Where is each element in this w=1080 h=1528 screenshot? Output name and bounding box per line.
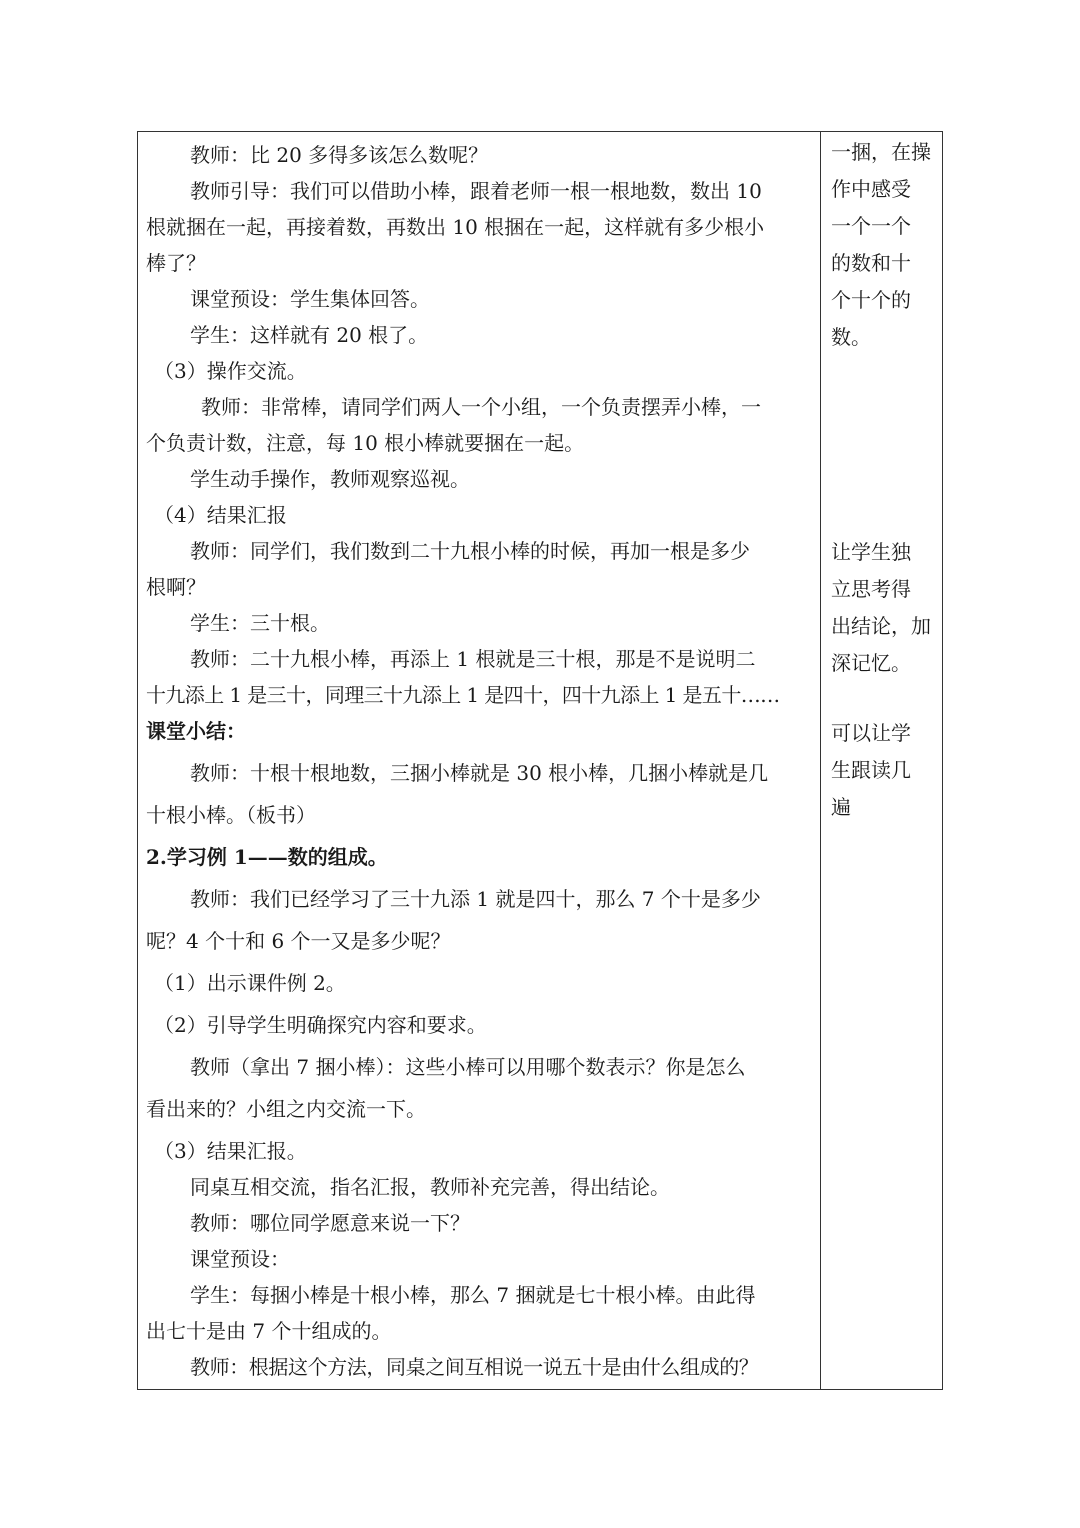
text-line: 教师引导：我们可以借助小棒，跟着老师一根一根地数，数出 10 bbox=[190, 179, 762, 203]
note-line: 遍 bbox=[831, 795, 851, 819]
summary-heading: 课堂小结： bbox=[146, 719, 246, 743]
text-line: 教师（拿出 7 捆小棒）：这些小棒可以用哪个数表示？你是怎么 bbox=[190, 1055, 746, 1079]
text-line: 教师：哪位同学愿意来说一下？ bbox=[190, 1211, 470, 1235]
side-note-operation bbox=[831, 134, 937, 356]
note-line: 生跟读几 bbox=[831, 758, 911, 782]
text-line: 根就捆在一起，再接着数，再数出 10 根捆在一起，这样就有多少根小 bbox=[146, 215, 765, 239]
note-line: 作中感受 bbox=[831, 177, 911, 201]
text-line: 学生：每捆小棒是十根小棒，那么 7 捆就是七十根小棒。由此得 bbox=[190, 1283, 756, 1307]
column-divider bbox=[820, 131, 821, 1390]
text-line: 棒了？ bbox=[146, 251, 206, 275]
note-line: 个十个的 bbox=[831, 288, 911, 312]
text-line: 十根小棒。（板书） bbox=[146, 803, 316, 827]
text-line: 出七十是由 7 个十组成的。 bbox=[146, 1319, 392, 1343]
example-heading: 2.学习例 1——数的组成。 bbox=[146, 845, 388, 869]
text-line: 同桌互相交流，指名汇报，教师补充完善，得出结论。 bbox=[190, 1175, 670, 1199]
section-heading: （4）结果汇报 bbox=[154, 503, 287, 527]
section-heading: （2）引导学生明确探究内容和要求。 bbox=[154, 1013, 487, 1037]
note-line: 一个一个 bbox=[831, 214, 911, 238]
section-heading: （3）操作交流。 bbox=[154, 359, 307, 383]
lesson-content bbox=[146, 137, 814, 1385]
text-line: 教师：我们已经学习了三十九添 1 就是四十，那么 7 个十是多少 bbox=[190, 887, 761, 911]
side-note-reading bbox=[831, 715, 937, 826]
section-heading: （3）结果汇报。 bbox=[154, 1139, 307, 1163]
note-line: 数。 bbox=[831, 325, 871, 349]
text-line: 教师：根据这个方法，同桌之间互相说一说五十是由什么组成的？ bbox=[190, 1355, 759, 1379]
note-line: 深记忆。 bbox=[831, 651, 911, 675]
note-line: 出结论，加 bbox=[831, 614, 931, 638]
text-line: 教师：非常棒，请同学们两人一个小组，一个负责摆弄小棒，一 bbox=[201, 395, 761, 419]
text-line: 十九添上 1 是三十，同理三十九添上 1 是四十，四十九添上 1 是五十…… bbox=[146, 683, 780, 707]
text-line: 教师：同学们，我们数到二十九根小棒的时候，再加一根是多少 bbox=[190, 539, 750, 563]
text-line: 教师：比 20 多得多该怎么数呢？ bbox=[190, 143, 489, 167]
note-line: 让学生独 bbox=[831, 540, 911, 564]
note-line: 的数和十 bbox=[831, 251, 911, 275]
section-heading: （1）出示课件例 2。 bbox=[154, 971, 346, 995]
text-line: 学生：这样就有 20 根了。 bbox=[190, 323, 429, 347]
text-line: 课堂预设： bbox=[190, 1247, 290, 1271]
text-line: 教师：二十九根小棒，再添上 1 根就是三十根，那是不是说明二 bbox=[190, 647, 756, 671]
note-line: 一捆，在操 bbox=[831, 140, 931, 164]
side-note-thinking bbox=[831, 534, 937, 682]
text-line: 根啊？ bbox=[146, 575, 206, 599]
text-line: 呢？4 个十和 6 个一又是多少呢？ bbox=[146, 929, 451, 953]
text-line: 学生动手操作，教师观察巡视。 bbox=[190, 467, 470, 491]
text-line: 看出来的？小组之内交流一下。 bbox=[146, 1097, 426, 1121]
text-line: 学生：三十根。 bbox=[190, 611, 330, 635]
text-line: 课堂预设：学生集体回答。 bbox=[190, 287, 430, 311]
text-line: 教师：十根十根地数，三捆小棒就是 30 根小棒，几捆小棒就是几 bbox=[190, 761, 769, 785]
note-line: 可以让学 bbox=[831, 721, 911, 745]
text-line: 个负责计数，注意，每 10 根小棒就要捆在一起。 bbox=[146, 431, 585, 455]
note-line: 立思考得 bbox=[831, 577, 911, 601]
